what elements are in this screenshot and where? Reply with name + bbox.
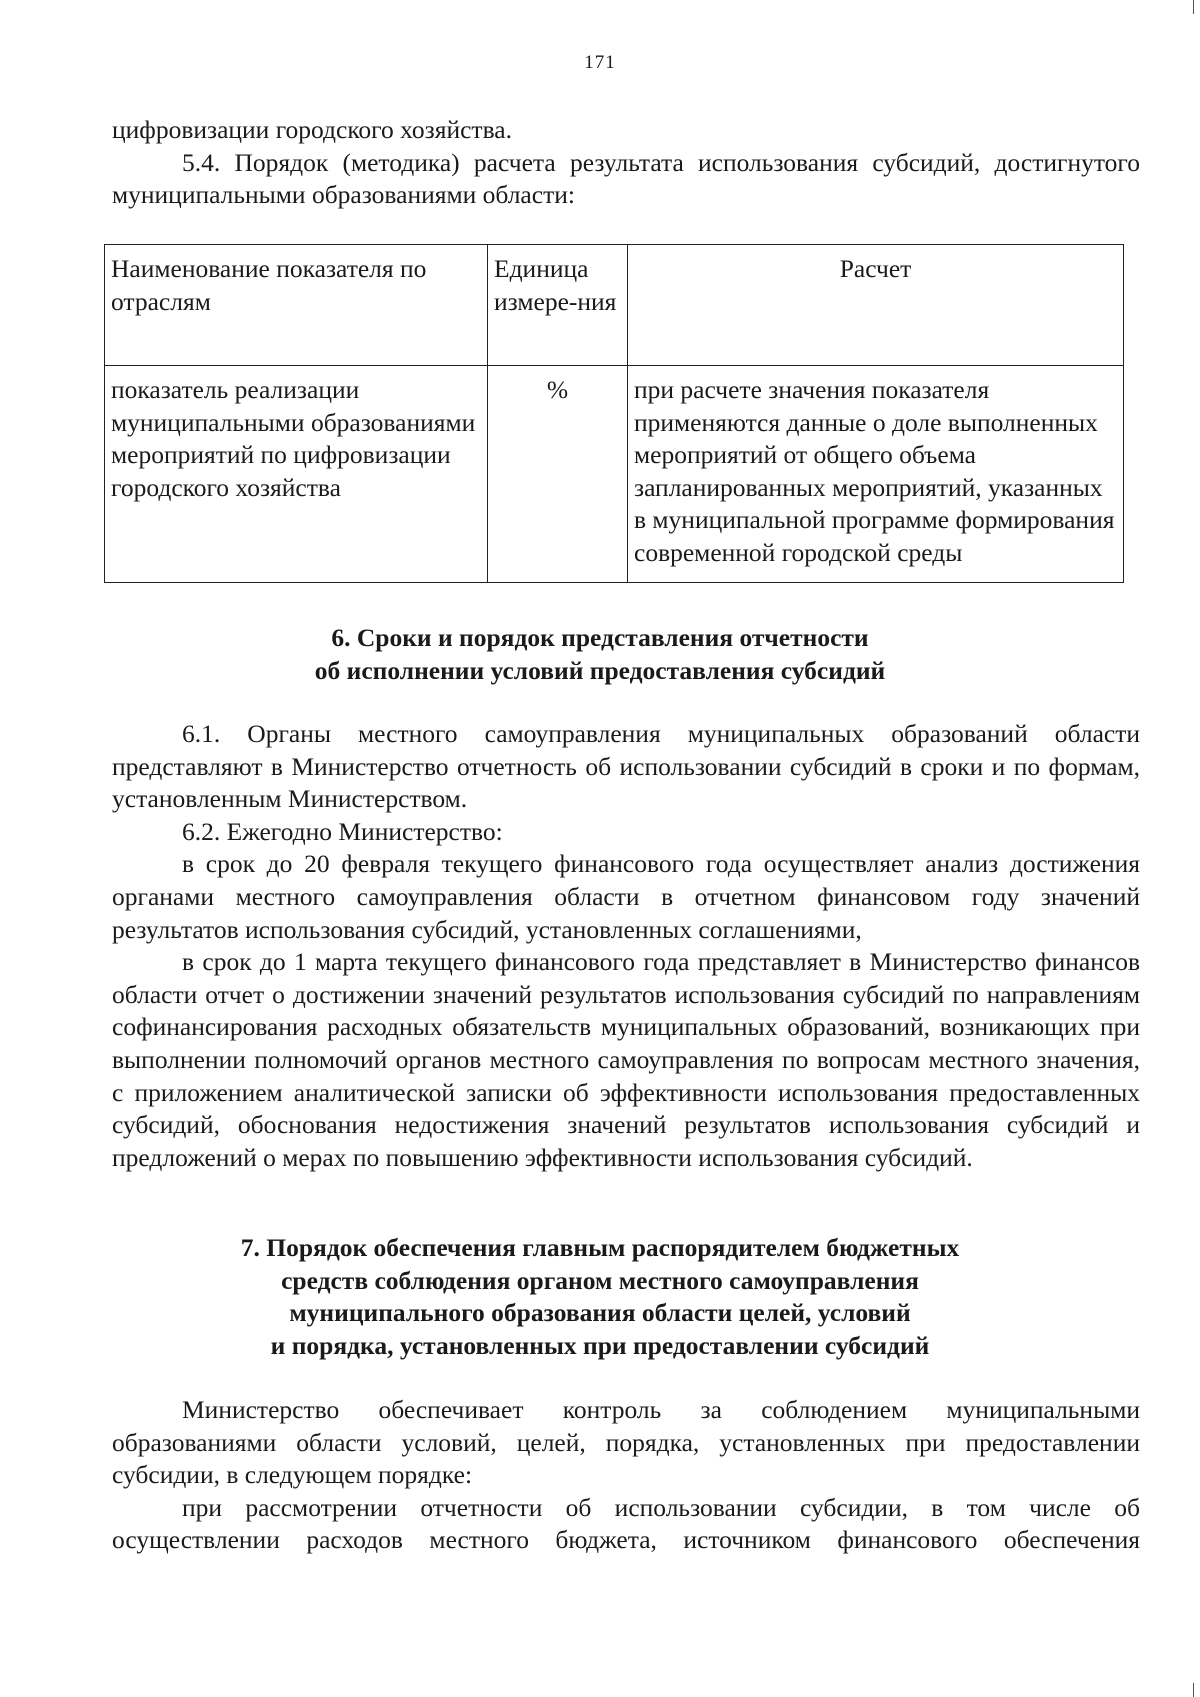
section-6-heading — [0, 622, 1200, 687]
paragraph-6-2: 6.2. Ежегодно Министерство: — [182, 816, 503, 846]
paragraph-5-4: 5.4. Порядок (методика) расчета результата использования субсидий, достигнутого муниципальными образованиями области: — [112, 147, 1140, 210]
section-7-title-line-1: 7. Порядок обеспечения главным распорядителем бюджетных — [240, 1233, 960, 1262]
table-row — [105, 366, 1124, 583]
table-header-row — [105, 245, 1124, 366]
cell-unit: % — [488, 366, 628, 583]
intro-line: цифровизации городского хозяйства. — [112, 115, 512, 144]
section-6-body — [112, 718, 1140, 1174]
scan-edge-mark-bottom — [1193, 1683, 1194, 1697]
cell-calculation: при расчете значения показателя применяются данные о доле выполненных мероприятий от общего объема запланированных мероприятий, указанных в муниципальной программе формирования современной городской среды — [628, 366, 1124, 583]
paragraph-6-2-a: в срок до 20 февраля текущего финансового года осуществляет анализ достижения органами местного самоуправления области в отчетном финансовом году значений результатов использования субсидий, установленных соглашениями, — [112, 849, 1140, 944]
paragraph-7-2: при рассмотрении отчетности об использовании субсидии, в том числе об осуществлении расходов местного бюджета, источником финансового обеспечения — [112, 1492, 1140, 1555]
paragraph-6-1: 6.1. Органы местного самоуправления муниципальных образований области представляют в Министерство отчетность об использовании субсидий в сроки и по формам, установленным Министерством. — [112, 719, 1140, 814]
section-7-title-line-3: муниципального образования области целей, условий — [289, 1298, 911, 1328]
section-6-title-line-2: об исполнении условий предоставления субсидий — [314, 655, 886, 685]
page-number: 171 — [584, 52, 616, 73]
section-6-title-line-1: 6. Сроки и порядок представления отчетности — [331, 623, 869, 652]
header-unit: Единица измере-ния — [488, 245, 628, 366]
section-7-heading — [0, 1232, 1200, 1362]
section-7-title-line-2: средств соблюдения органом местного самоуправления — [281, 1265, 919, 1295]
intro-block — [112, 114, 1140, 212]
header-indicator-name: Наименование показателя по отраслям — [105, 245, 488, 366]
section-7-title-line-4: и порядка, установленных при предоставлении субсидий — [270, 1330, 930, 1360]
scan-edge-mark-top — [1193, 0, 1194, 14]
section-7-body — [112, 1394, 1140, 1557]
paragraph-7-1: Министерство обеспечивает контроль за соблюдением муниципальными образованиями области условий, целей, порядка, установленных при предоставлении субсидии, в следующем порядке: — [112, 1395, 1140, 1490]
calculation-table — [104, 244, 1124, 583]
header-calculation: Расчет — [628, 245, 1124, 366]
paragraph-6-2-b: в срок до 1 марта текущего финансового года представляет в Министерство финансов области отчет о достижении значений результатов использования субсидий по направлениям софинансирования расходных обязательств муниципальных образований, возникающих при выполнении полномочий органов местного самоуправления по вопросам местного значения, с приложением аналитической записки об эффективности использования предоставленных субсидий, обоснования недостижения значений результатов использования субсидий и предложений о мерах по повышению эффективности использования субсидий. — [112, 947, 1140, 1172]
cell-indicator-name: показатель реализации муниципальными образованиями мероприятий по цифровизации городского хозяйства — [105, 366, 488, 583]
